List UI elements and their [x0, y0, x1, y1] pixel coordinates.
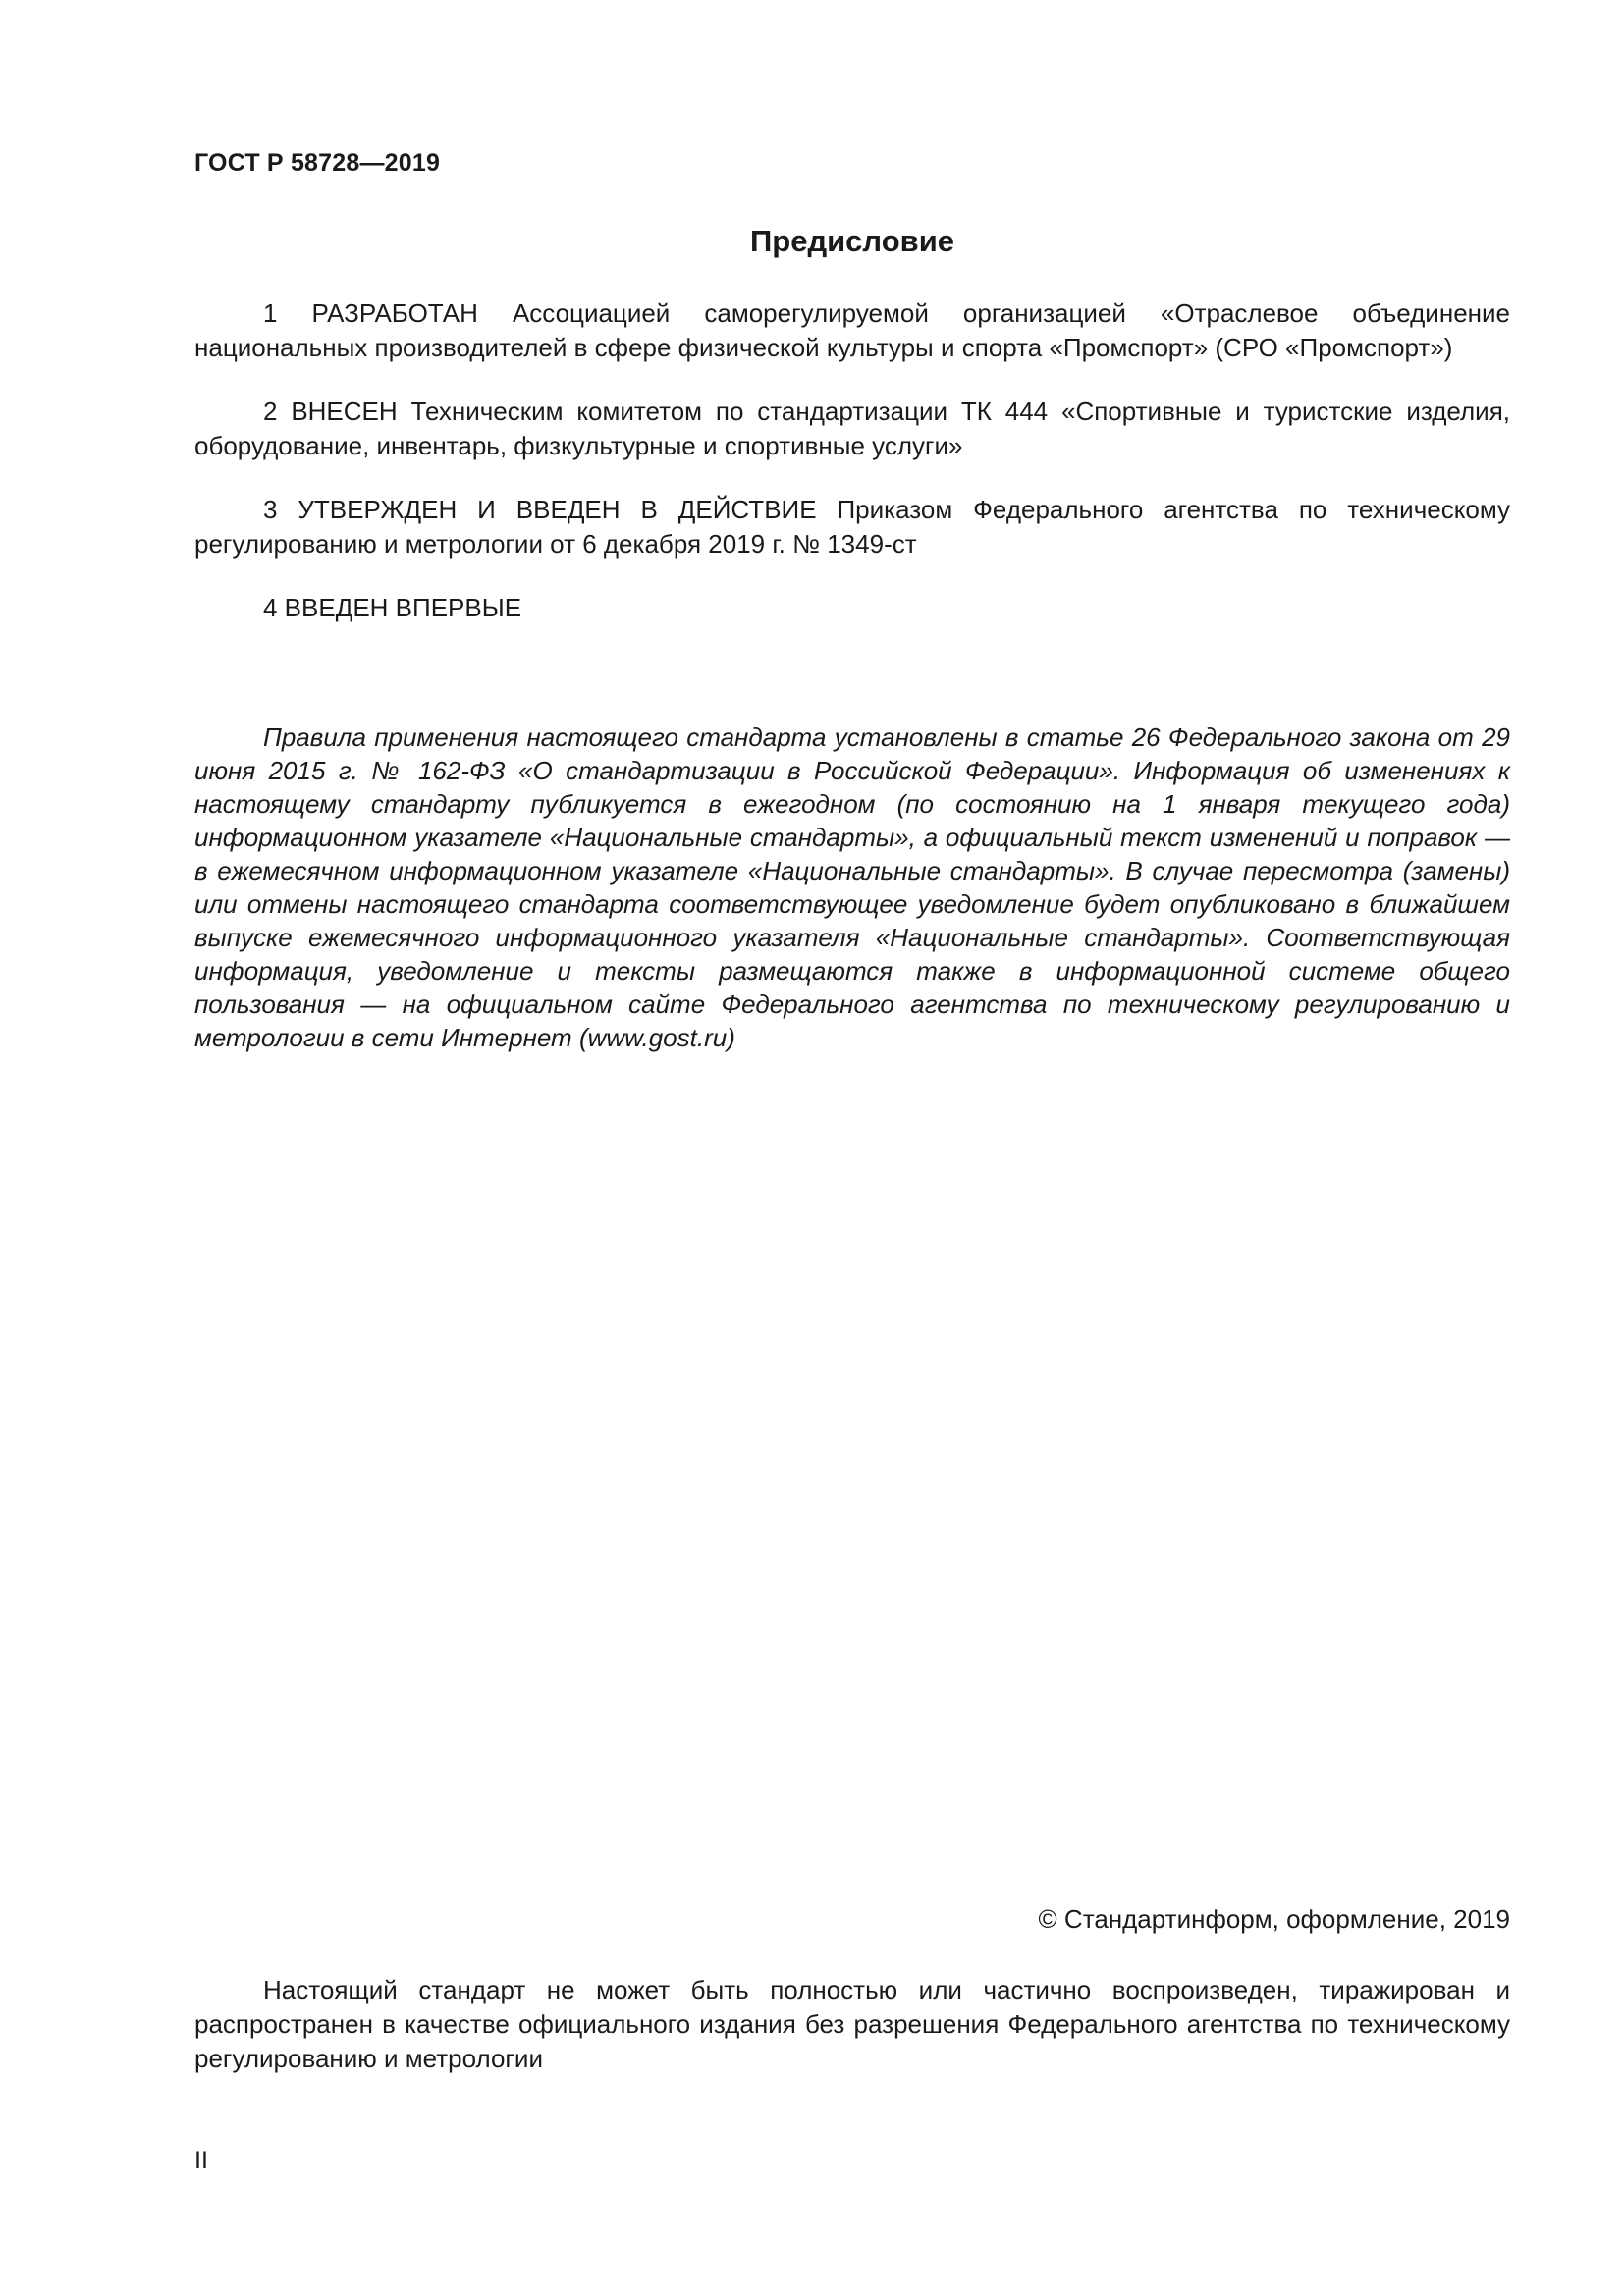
foreword-item-3: [194, 493, 1510, 561]
application-rules-notice: [194, 721, 1510, 1054]
standard-code: ГОСТ Р 58728—2019: [194, 149, 441, 177]
foreword-item-4-text: 4 ВВЕДЕН ВПЕРВЫЕ: [263, 593, 522, 622]
foreword-item-2: [194, 395, 1510, 463]
application-rules-notice-text: Правила применения настоящего стандарта установлены в статье 26 Федерального закона от 29 июня 2015 г. № 162-ФЗ «О стандартизации в Российской Федерации». Информация об изменениях к настоящему стандарту публикуется в ежегодном (по состоянию на 1 января текущего года) информационном указателе «Национальные стандарты», а официальный текст изменений и поправок — в ежемесячном информационном указателе «Национальные стандарты». В случае пересмотра (замены) или отмены настоящего стандарта соответствующее уведомление будет опубликовано в ближайшем выпуске ежемесячного информационного указателя «Национальные стандарты». Соответствующая информация, уведомление и тексты размещаются также в информационной системе общего пользования — на официальном сайте Федерального агентства по техническому регулированию и метрологии в сети Интернет (www.gost.ru): [194, 722, 1510, 1052]
reproduction-notice-text: Настоящий стандарт не может быть полностью или частично воспроизведен, тиражирован и распространен в качестве официального издания без разрешения Федерального агентства по техническому регулированию и метрологии: [194, 1975, 1510, 2073]
page-title: Предисловие: [749, 224, 954, 258]
foreword-item-3-text: 3 УТВЕРЖДЕН И ВВЕДЕН В ДЕЙСТВИЕ Приказом Федерального агентства по техническому регулированию и метрологии от 6 декабря 2019 г. № 1349-ст: [194, 495, 1510, 559]
reproduction-notice: [194, 1973, 1510, 2076]
foreword-item-1-text: 1 РАЗРАБОТАН Ассоциацией саморегулируемой организацией «Отраслевое объединение национальных производителей в сфере физической культуры и спорта «Промспорт» (СРО «Промспорт»): [194, 298, 1510, 362]
foreword-item-4: [194, 591, 1510, 625]
foreword-item-2-text: 2 ВНЕСЕН Техническим комитетом по стандартизации ТК 444 «Спортивные и туристские изделия, оборудование, инвентарь, физкультурные и спортивные услуги»: [194, 397, 1510, 460]
copyright-line: © Стандартинформ, оформление, 2019: [1038, 1904, 1510, 1934]
foreword-item-1: [194, 296, 1510, 365]
page-number: II: [194, 2147, 208, 2174]
